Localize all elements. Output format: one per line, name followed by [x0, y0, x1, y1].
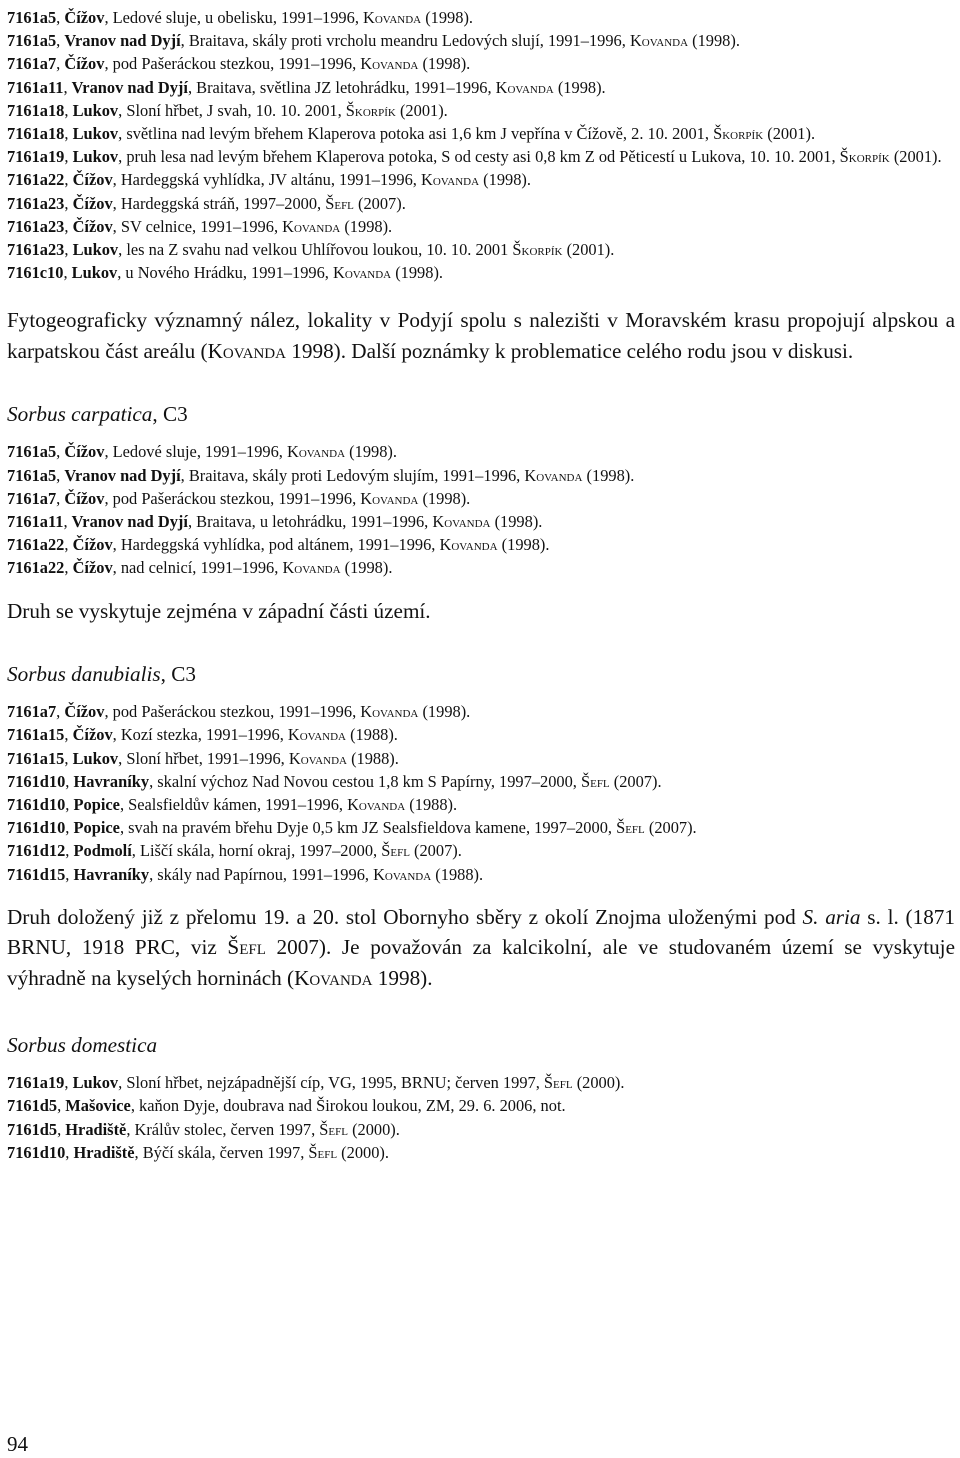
record: 7161d15, Havraníky, skály nad Papírnou, 1991–1996, Kovanda (1988).: [7, 864, 484, 884]
record-text: , Braitava, u letohrádku, 1991–1996,: [187, 512, 433, 532]
record-year: (2007).: [409, 841, 462, 861]
record-author: Kovanda: [524, 465, 583, 485]
record-locality: Popice: [73, 818, 120, 838]
paragraph-author: Šefl: [227, 935, 266, 960]
record-text: , Liščí skála, horní okraj, 1997–2000,: [131, 841, 382, 861]
record-text: , Sealsfieldův kámen, 1991–1996,: [119, 794, 348, 814]
record-grid: 7161a15: [7, 725, 65, 745]
record-author: Šefl: [580, 771, 610, 791]
record-grid: 7161d10: [7, 794, 66, 814]
record: 7161a5, Vranov nad Dyjí, Braitava, skály proti vrcholu meandru Ledových slují, 1991–1996, Kovanda (1998).: [7, 31, 740, 51]
record-text: , pod Pašeráckou stezkou, 1991–1996,: [104, 702, 361, 722]
record-locality: Čížov: [72, 170, 113, 190]
record-text: , skalní výchoz Nad Novou cestou 1,8 km S Papírny, 1997–2000,: [149, 771, 581, 791]
record-locality: Havraníky: [73, 771, 150, 791]
record-locality: Lukov: [72, 100, 119, 120]
record-locality: Lukov: [72, 240, 119, 260]
species-name: Sorbus carpatica: [7, 402, 153, 427]
record-author: Kovanda: [333, 263, 392, 283]
record-locality: Lukov: [72, 748, 119, 768]
record: 7161a22, Čížov, Hardeggská vyhlídka, JV altánu, 1991–1996, Kovanda (1998).: [7, 170, 531, 190]
record: 7161a5, Čížov, Ledové sluje, u obelisku, 1991–1996, Kovanda (1998).: [7, 8, 474, 27]
record-locality: Havraníky: [73, 864, 150, 884]
record-year: (1998).: [553, 77, 606, 97]
record-year: (1988).: [405, 794, 458, 814]
species-heading-carpatica: [7, 400, 955, 428]
record-locality: Čížov: [64, 702, 105, 722]
record-year: (1998).: [340, 216, 393, 236]
record: 7161a15, Lukov, Sloní hřbet, 1991–1996, Kovanda (1988).: [7, 748, 399, 768]
species-name: Sorbus domestica: [7, 1033, 158, 1058]
record-author: Kovanda: [360, 54, 419, 74]
record-grid: 7161a5: [7, 31, 57, 51]
record: 7161a18, Lukov, světlina nad levým břehem Klaperova potoka asi 1,6 km J vepřína v Čížově, 2. 10. 2001, Škorpík (2001).: [7, 124, 816, 144]
record-year: (1998).: [418, 702, 471, 722]
record-grid: 7161a22: [7, 558, 65, 578]
record-grid: 7161c10: [7, 263, 64, 283]
record-locality: Hradiště: [65, 1119, 127, 1139]
record: 7161a7, Čížov, pod Pašeráckou stezkou, 1991–1996, Kovanda (1998).: [7, 702, 471, 722]
record-text: , Králův stolec, červen 1997,: [126, 1119, 320, 1139]
record-year: (2001).: [395, 100, 448, 120]
paragraph-author: Kovanda: [294, 965, 373, 990]
record-text: , skály nad Papírnou, 1991–1996,: [149, 864, 374, 884]
record-year: (1998).: [490, 512, 543, 532]
record-year: (1998).: [391, 263, 444, 283]
record-grid: 7161d5: [7, 1119, 58, 1139]
record-author: Šefl: [381, 841, 410, 861]
record-locality: Čížov: [64, 54, 105, 74]
species-heading-domestica: [7, 1031, 955, 1059]
record-author: Šefl: [319, 1119, 348, 1139]
record-locality: Vranov nad Dyjí: [64, 31, 181, 51]
record-text: , Ledové sluje, u obelisku, 1991–1996,: [104, 8, 364, 27]
record-locality: Čížov: [72, 558, 113, 578]
record-grid: 7161a23: [7, 216, 65, 236]
record: 7161a23, Čížov, SV celnice, 1991–1996, Kovanda (1998).: [7, 216, 393, 236]
record-locality: Čížov: [72, 193, 113, 213]
record-year: (1988).: [346, 748, 399, 768]
record-locality: Hradiště: [73, 1142, 135, 1162]
record-year: (1998).: [345, 442, 397, 462]
record-locality: Lukov: [72, 1073, 119, 1093]
record-grid: 7161d10: [7, 771, 66, 791]
record-grid: 7161a19: [7, 147, 65, 167]
record-author: Šefl: [616, 818, 645, 838]
record: 7161a5, Vranov nad Dyjí, Braitava, skály proti Ledovým slujím, 1991–1996, Kovanda (1998).: [7, 465, 635, 485]
record-year: (1998).: [497, 535, 550, 555]
record: 7161a23, Lukov, les na Z svahu nad velkou Uhlířovou loukou, 10. 10. 2001 Škorpík (2001).: [7, 240, 615, 260]
record-grid: 7161a11: [7, 77, 64, 97]
record-year: (2007).: [609, 771, 662, 791]
record-locality: Lukov: [72, 147, 119, 167]
paragraph-taxon: S. aria: [802, 904, 861, 929]
records-block-1: [7, 6, 955, 284]
record-year: (2001).: [562, 240, 615, 260]
record-year: (1998).: [418, 54, 471, 74]
record-text: , Sloní hřbet, J svah, 10. 10. 2001,: [118, 100, 346, 120]
distribution-note: Druh se vyskytuje zejména v západní části území.: [7, 598, 431, 623]
record-grid: 7161a19: [7, 1073, 65, 1093]
history-paragraph: [7, 902, 955, 994]
record-year: (1998).: [421, 8, 474, 27]
record-locality: Čížov: [72, 725, 113, 745]
record-grid: 7161a7: [7, 54, 57, 74]
record-text: , les na Z svahu nad velkou Uhlířovou loukou, 10. 10. 2001: [118, 240, 513, 260]
record-text: , Hardeggská vyhlídka, JV altánu, 1991–1996,: [112, 170, 421, 190]
record-text: , Hardeggská vyhlídka, pod altánem, 1991–1996,: [112, 535, 440, 555]
record: 7161a11, Vranov nad Dyjí, Braitava, světlina JZ letohrádku, 1991–1996, Kovanda (1998).: [7, 77, 606, 97]
records-block-2: [7, 440, 955, 579]
document-page: [7, 6, 955, 1164]
record-author: Škorpík: [512, 240, 563, 260]
record: 7161a5, Čížov, Ledové sluje, 1991–1996, Kovanda (1998).: [7, 442, 397, 462]
record-author: Kovanda: [363, 8, 422, 27]
page-number: 94: [7, 1432, 28, 1456]
record-grid: 7161a7: [7, 488, 57, 508]
record-locality: Popice: [73, 794, 120, 814]
record-author: Kovanda: [432, 512, 491, 532]
record-grid: 7161d15: [7, 864, 66, 884]
record: 7161d12, Podmolí, Liščí skála, horní okraj, 1997–2000, Šefl (2007).: [7, 841, 462, 861]
record: 7161d5, Mašovice, kaňon Dyje, doubrava nad Širokou loukou, ZM, 29. 6. 2006, not.: [7, 1096, 566, 1116]
record-author: Kovanda: [282, 558, 341, 578]
record-author: Kovanda: [286, 442, 346, 462]
record: 7161a18, Lukov, Sloní hřbet, J svah, 10. 10. 2001, Škorpík (2001).: [7, 100, 448, 120]
record-locality: Podmolí: [73, 841, 132, 861]
discussion-paragraph: [7, 305, 955, 366]
record-text: , nad celnicí, 1991–1996,: [112, 558, 283, 578]
record-author: Škorpík: [839, 147, 890, 167]
record-year: (1988).: [346, 725, 398, 745]
record-grid: 7161a23: [7, 240, 65, 260]
record-locality: Vranov nad Dyjí: [71, 77, 188, 97]
record: 7161a11, Vranov nad Dyjí, Braitava, u letohrádku, 1991–1996, Kovanda (1998).: [7, 512, 543, 532]
record-year: (2001).: [763, 124, 816, 144]
record-author: Kovanda: [347, 794, 406, 814]
record-author: Škorpík: [345, 100, 396, 120]
paragraph-text: 1998). Další poznámky k problematice celého rodu jsou v diskusi.: [285, 338, 854, 363]
record-year: (1998).: [340, 558, 393, 578]
record-locality: Lukov: [72, 124, 119, 144]
record-author: Kovanda: [439, 535, 498, 555]
record-text: , Kozí stezka, 1991–1996,: [112, 725, 288, 745]
record-author: Kovanda: [360, 488, 419, 508]
record-author: Kovanda: [629, 31, 689, 51]
record-text: , Sloní hřbet, nejzápadnější cíp, VG, 1995, BRNU; červen 1997,: [118, 1073, 544, 1093]
record: 7161a19, Lukov, Sloní hřbet, nejzápadnější cíp, VG, 1995, BRNU; červen 1997, Šefl (2000).: [7, 1073, 625, 1093]
record-text: , Braitava, skály proti Ledovým slujím, 1991–1996,: [180, 465, 525, 485]
record-author: Kovanda: [288, 748, 347, 768]
record-year: (2000).: [347, 1119, 400, 1139]
record-author: Šefl: [543, 1073, 573, 1093]
species-heading-danubialis: [7, 660, 955, 688]
record-grid: 7161a5: [7, 8, 57, 27]
record-grid: 7161a11: [7, 512, 64, 532]
paragraph-author: Kovanda: [207, 338, 286, 363]
record: 7161d5, Hradiště, Králův stolec, červen 1997, Šefl (2000).: [7, 1119, 400, 1139]
record-text: , Býčí skála, červen 1997,: [134, 1142, 309, 1162]
record-year: (2000).: [572, 1073, 625, 1093]
record: 7161a7, Čížov, pod Pašeráckou stezkou, 1991–1996, Kovanda (1998).: [7, 54, 471, 74]
species-name: Sorbus danubialis: [7, 662, 161, 687]
record-text: , světlina nad levým břehem Klaperova potoka asi 1,6 km J vepřína v Čížově, 2. 10. 2001,: [118, 124, 714, 144]
record-text: , u Nového Hrádku, 1991–1996,: [117, 263, 334, 283]
record-year: (1998).: [479, 170, 531, 190]
record-grid: 7161a18: [7, 100, 65, 120]
record-text: , pod Pašeráckou stezkou, 1991–1996,: [104, 54, 361, 74]
record-year: (2007).: [353, 193, 406, 213]
record-text: , Hardeggská stráň, 1997–2000,: [112, 193, 326, 213]
record: 7161c10, Lukov, u Nového Hrádku, 1991–1996, Kovanda (1998).: [7, 263, 444, 283]
record: 7161d10, Havraníky, skalní výchoz Nad Novou cestou 1,8 km S Papírny, 1997–2000, Šefl (2007).: [7, 771, 662, 791]
record: 7161a7, Čížov, pod Pašeráckou stezkou, 1991–1996, Kovanda (1998).: [7, 488, 471, 508]
record-locality: Čížov: [72, 535, 113, 555]
record-grid: 7161d10: [7, 1142, 66, 1162]
record-author: Kovanda: [373, 864, 432, 884]
record-grid: 7161a22: [7, 170, 65, 190]
record-grid: 7161d5: [7, 1096, 58, 1116]
record: 7161a19, Lukov, pruh lesa nad levým břehem Klaperova potoka, S od cesty asi 0,8 km Z od Pěticestí u Lukova, 10. 10. 2001, Škorpík (2001).: [7, 147, 942, 167]
record-locality: Čížov: [64, 488, 105, 508]
record-text: , Braitava, skály proti vrcholu meandru Ledových slují, 1991–1996,: [180, 31, 630, 51]
paragraph-text: Fytogeograficky významný nález, lokality v Podyjí spolu s nalezišti v Moravském krasu propojují alpskou a karpatskou část areálu (: [7, 308, 955, 363]
records-block-4: [7, 1071, 955, 1164]
record-text: , Braitava, světlina JZ letohrádku, 1991–1996,: [187, 77, 496, 97]
record-year: (2001).: [889, 147, 942, 167]
record: 7161d10, Popice, svah na pravém břehu Dyje 0,5 km JZ Sealsfieldova kamene, 1997–2000, Šefl (2007).: [7, 818, 697, 838]
record-year: (2007).: [644, 818, 697, 838]
record-locality: Vranov nad Dyjí: [71, 512, 188, 532]
record: 7161a23, Čížov, Hardeggská stráň, 1997–2000, Šefl (2007).: [7, 193, 406, 213]
record-author: Kovanda: [360, 702, 419, 722]
record-grid: 7161a22: [7, 535, 65, 555]
record-grid: 7161a23: [7, 193, 65, 213]
record-locality: Mašovice: [65, 1096, 131, 1116]
record-year: (1998).: [582, 465, 635, 485]
record-year: (2000).: [337, 1142, 389, 1162]
records-block-3: [7, 700, 955, 886]
record-grid: 7161a15: [7, 748, 65, 768]
record: 7161d10, Popice, Sealsfieldův kámen, 1991–1996, Kovanda (1988).: [7, 794, 458, 814]
record-author: Šefl: [308, 1142, 338, 1162]
paragraph-text: Druh doložený již z přelomu 19. a 20. stol Obornyho sběry z okolí Znojma uloženými pod: [7, 904, 803, 929]
record-author: Škorpík: [713, 124, 764, 144]
record-text: , SV celnice, 1991–1996,: [112, 216, 283, 236]
paragraph-text: s. l. (1871 BRNU, 1918 PRC, viz: [7, 904, 955, 960]
record-author: Kovanda: [495, 77, 554, 97]
record-text: , Ledové sluje, 1991–1996,: [104, 442, 287, 462]
record-author: Kovanda: [420, 170, 480, 190]
paragraph-text: 1998).: [372, 965, 433, 990]
paragraph-text: 2007). Je považován za kalcikolní, ale ve studovaném území se vyskytuje výhradně na kyselých horninách (: [7, 935, 955, 990]
record-author: Šefl: [325, 193, 354, 213]
record-locality: Čížov: [72, 216, 113, 236]
record-grid: 7161d10: [7, 818, 66, 838]
record-locality: Vranov nad Dyjí: [64, 465, 181, 485]
record-text: , svah na pravém břehu Dyje 0,5 km JZ Sealsfieldova kamene, 1997–2000,: [119, 818, 617, 838]
record-author: Kovanda: [287, 725, 346, 745]
species-category: , C3: [152, 402, 188, 427]
record-year: (1988).: [431, 864, 484, 884]
record: 7161a22, Čížov, Hardeggská vyhlídka, pod altánem, 1991–1996, Kovanda (1998).: [7, 535, 550, 555]
record-locality: Čížov: [64, 8, 105, 27]
record-grid: 7161a5: [7, 465, 57, 485]
record-year: (1998).: [418, 488, 471, 508]
record-grid: 7161a5: [7, 442, 57, 462]
record: 7161a22, Čížov, nad celnicí, 1991–1996, Kovanda (1998).: [7, 558, 393, 578]
record-grid: 7161a18: [7, 124, 65, 144]
record-text: , Sloní hřbet, 1991–1996,: [118, 748, 289, 768]
record-grid: 7161d12: [7, 841, 66, 861]
record-text: , pruh lesa nad levým břehem Klaperova potoka, S od cesty asi 0,8 km Z od Pěticestí u Lukova, 10. 10. 2001,: [118, 147, 840, 167]
record-grid: 7161a7: [7, 702, 57, 722]
record-author: Kovanda: [282, 216, 341, 236]
record-text: , kaňon Dyje, doubrava nad Širokou loukou, ZM, 29. 6. 2006, not.: [130, 1096, 566, 1116]
record: 7161d10, Hradiště, Býčí skála, červen 1997, Šefl (2000).: [7, 1142, 389, 1162]
record: 7161a15, Čížov, Kozí stezka, 1991–1996, Kovanda (1988).: [7, 725, 398, 745]
species-category: , C3: [160, 662, 196, 687]
record-locality: Lukov: [71, 263, 118, 283]
record-locality: Čížov: [64, 442, 105, 462]
record-text: , pod Pašeráckou stezkou, 1991–1996,: [104, 488, 361, 508]
record-year: (1998).: [688, 31, 740, 51]
